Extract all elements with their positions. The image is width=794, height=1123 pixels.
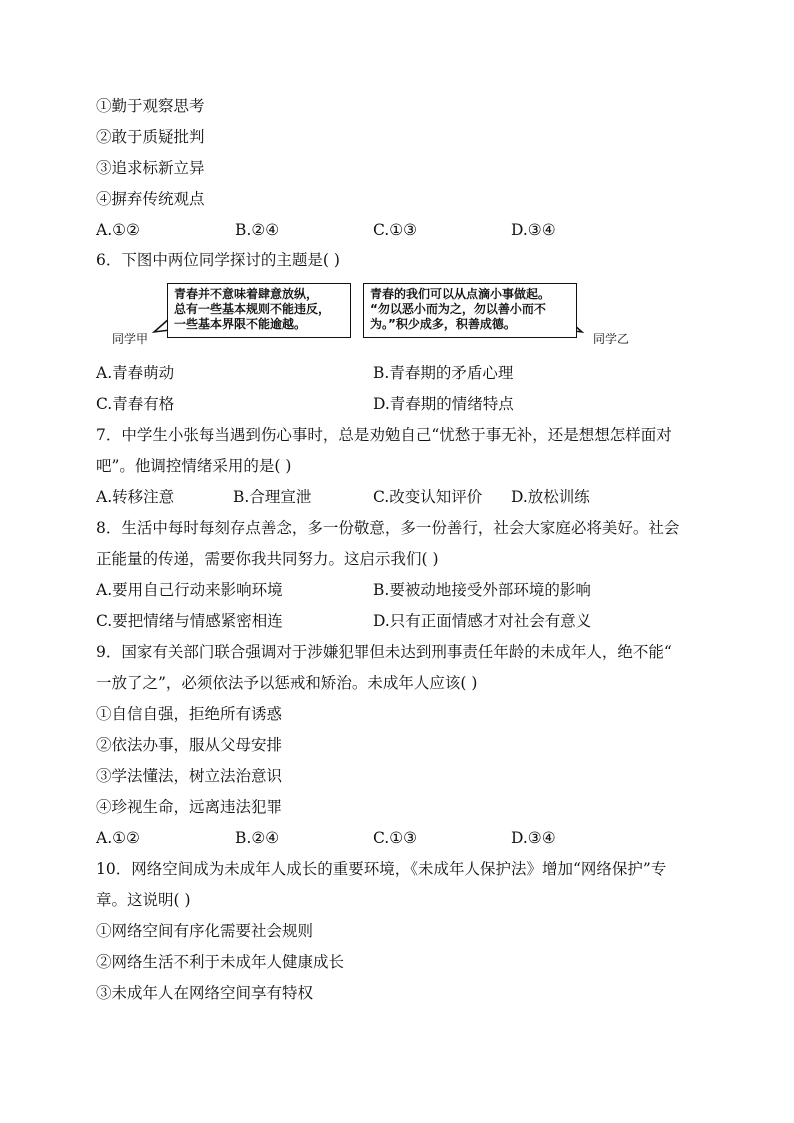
q6-stem: 6．下图中两位同学探讨的主题是( ) bbox=[96, 251, 340, 269]
q8-option-d: D.只有正面情感才对社会有意义 bbox=[373, 612, 592, 630]
q10-stem-line-2: 章。这说明( ) bbox=[96, 891, 191, 909]
q5-option-a: A.①② bbox=[96, 221, 140, 239]
q5-item-1: ①勤于观察思考 bbox=[96, 97, 205, 115]
q5-item-2: ②敢于质疑批判 bbox=[96, 128, 205, 146]
q10-item-1: ①网络空间有序化需要社会规则 bbox=[96, 922, 314, 940]
bubble-left-line-1: 青春并不意味着肆意放纵， bbox=[174, 287, 319, 301]
q7-option-d: D.放松训练 bbox=[511, 488, 590, 506]
q5-item-3: ③追求标新立异 bbox=[96, 159, 205, 177]
q9-item-2: ②依法办事，服从父母安排 bbox=[96, 736, 283, 754]
q5-option-d: D.③④ bbox=[511, 221, 556, 239]
q9-item-1: ①自信自强，拒绝所有诱惑 bbox=[96, 705, 283, 723]
q10-stem-line-1: 10．网络空间成为未成年人成长的重要环境，《未成年人保护法》增加“网络保护”专 bbox=[96, 860, 667, 878]
bubble-left-line-2: 总有一些基本规则不能违反， bbox=[174, 302, 331, 316]
q5-option-b: B.②④ bbox=[235, 221, 280, 239]
q9-stem-line-1: 9．国家有关部门联合强调对于涉嫌犯罪但未达到刑事责任年龄的未成年人，绝不能“ bbox=[96, 643, 672, 661]
q9-option-d: D.③④ bbox=[511, 829, 556, 847]
q10-item-2: ②网络生活不利于未成年人健康成长 bbox=[96, 953, 345, 971]
speech-bubble-right bbox=[363, 283, 577, 338]
q6-option-a: A.青春萌动 bbox=[96, 364, 175, 382]
bubble-right-line-3: 为。”积少成多，积善成德。 bbox=[370, 317, 516, 331]
speech-bubble-left bbox=[167, 283, 351, 338]
q8-option-a: A.要用自己行动来影响环境 bbox=[96, 581, 283, 599]
q9-option-a: A.①② bbox=[96, 829, 140, 847]
q10-item-3: ③未成年人在网络空间享有特权 bbox=[96, 984, 314, 1002]
q9-option-b: B.②④ bbox=[235, 829, 280, 847]
q5-option-c: C.①③ bbox=[373, 221, 418, 239]
q7-stem-line-1: 7．中学生小张每当遇到伤心事时，总是劝勉自己“忧愁于事无补，还是想想怎样面对 bbox=[96, 426, 672, 444]
q6-option-b: B.青春期的矛盾心理 bbox=[373, 364, 514, 382]
q9-stem-line-2: 一放了之”，必须依法予以惩戒和矫治。未成年人应该( ) bbox=[96, 674, 478, 692]
q9-item-3: ③学法懂法，树立法治意识 bbox=[96, 767, 283, 785]
bubble-right-line-1: 青春的我们可以从点滴小事做起。 bbox=[370, 287, 551, 301]
q6-option-c: C.青春有格 bbox=[96, 395, 175, 413]
q8-option-b: B.要被动地接受外部环境的影响 bbox=[373, 581, 591, 599]
q5-item-4: ④摒弃传统观点 bbox=[96, 190, 205, 208]
q7-stem-line-2: 吧”。他调控情绪采用的是( ) bbox=[96, 457, 292, 475]
q8-stem-line-1: 8．生活中每时每刻存点善念，多一份敬意，多一份善行，社会大家庭必将美好。社会 bbox=[96, 519, 680, 537]
speaker-right-label: 同学乙 bbox=[593, 332, 630, 346]
bubble-left-line-3: 一些基本界限不能逾越。 bbox=[174, 317, 307, 331]
q7-option-c: C.改变认知评价 bbox=[373, 488, 483, 506]
q8-option-c: C.要把情绪与情感紧密相连 bbox=[96, 612, 283, 630]
q9-option-c: C.①③ bbox=[373, 829, 418, 847]
q8-stem-line-2: 正能量的传递，需要你我共同努力。这启示我们( ) bbox=[96, 550, 439, 568]
q7-option-b: B.合理宣泄 bbox=[233, 488, 312, 506]
q6-option-d: D.青春期的情绪特点 bbox=[373, 395, 514, 413]
speaker-left-label: 同学甲 bbox=[112, 332, 149, 346]
bubble-right-line-2: “勿以恶小而为之，勿以善小而不 bbox=[370, 302, 546, 316]
q9-item-4: ④珍视生命，远离违法犯罪 bbox=[96, 798, 283, 816]
q7-option-a: A.转移注意 bbox=[96, 488, 175, 506]
